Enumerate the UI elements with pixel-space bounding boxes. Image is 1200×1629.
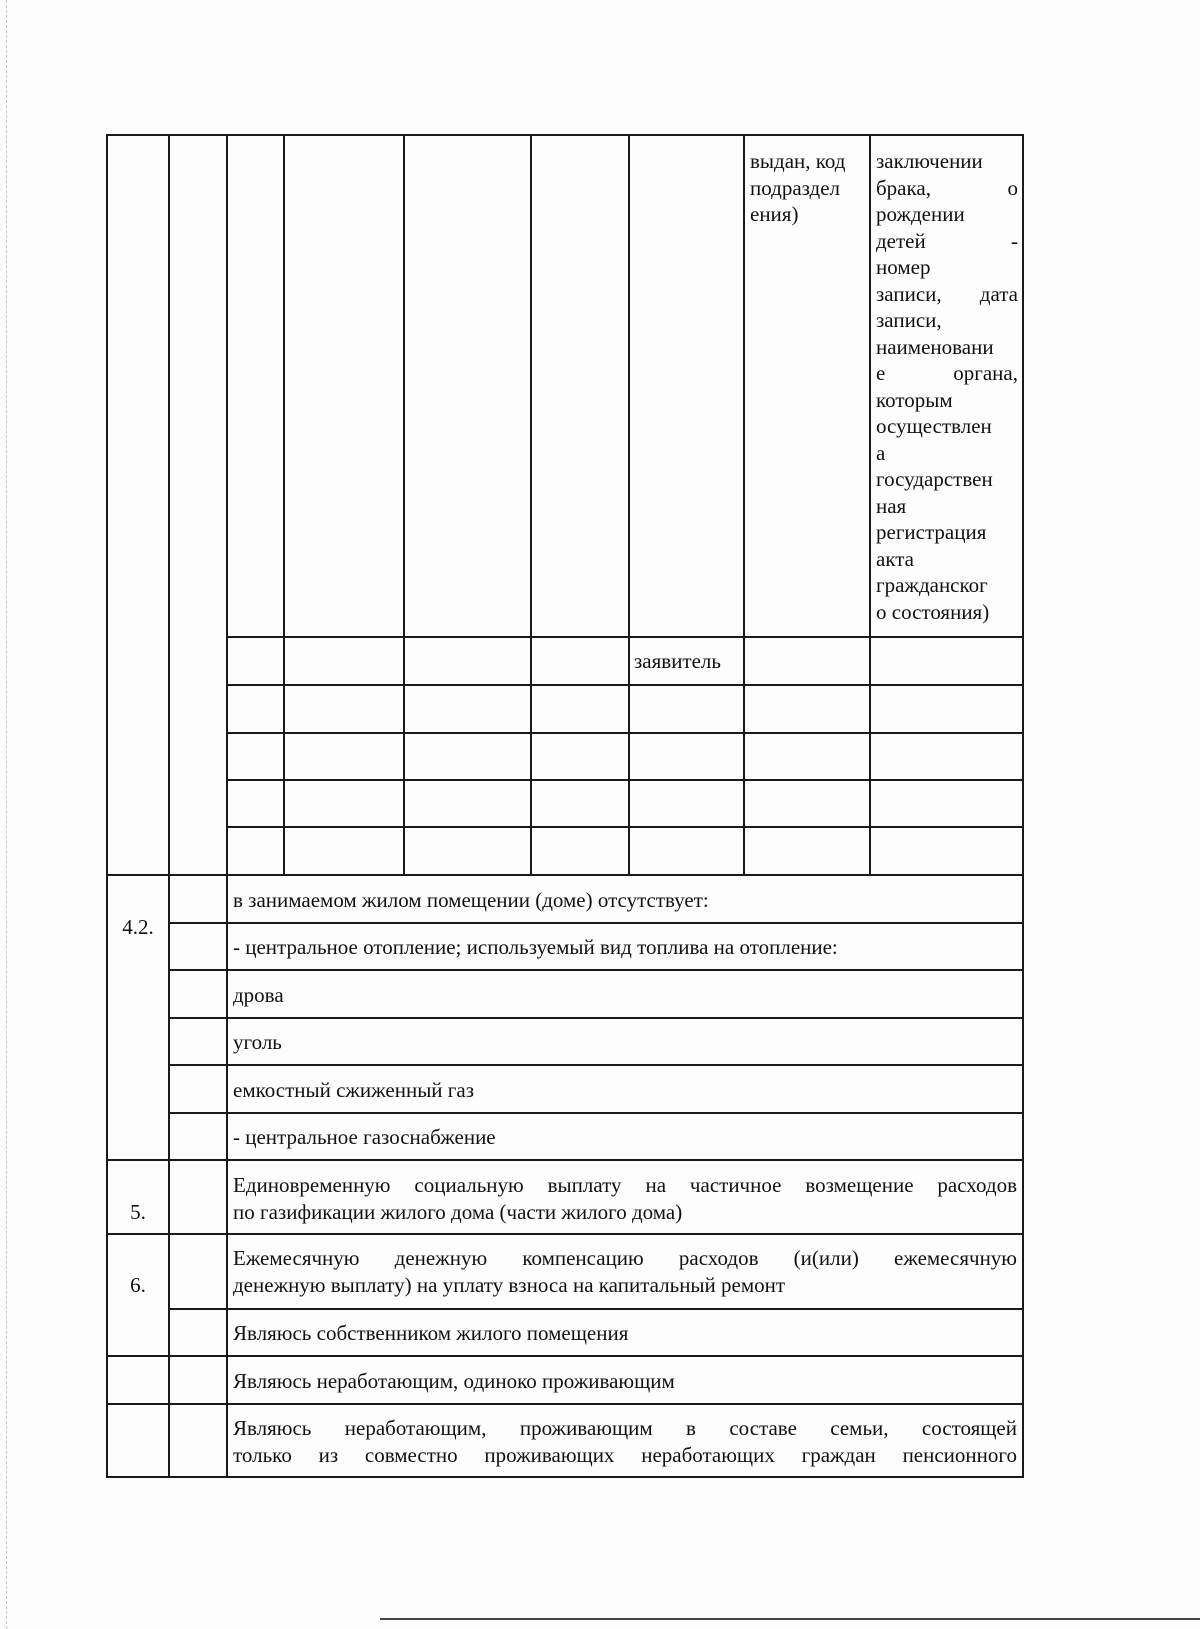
section-number: 5. xyxy=(130,1200,146,1224)
row-label xyxy=(233,1245,1017,1298)
table-border xyxy=(226,732,1024,734)
row-label: Являюсь неработающим, одиноко проживающим xyxy=(233,1369,675,1393)
applicant-label: заявитель xyxy=(634,649,721,673)
text-line: регистрация xyxy=(876,520,987,544)
table-border xyxy=(403,134,405,876)
table-border xyxy=(283,134,285,876)
text-line: е органа, xyxy=(876,361,1018,385)
text-line: Ежемесячную денежную компенсацию расходов (и(или) ежемесячную xyxy=(233,1246,1017,1270)
row-label: уголь xyxy=(233,1030,282,1054)
text-line: государствен xyxy=(876,467,993,491)
table-border xyxy=(106,1403,1024,1405)
text-line: подраздел xyxy=(750,175,841,200)
table-border xyxy=(226,134,228,1478)
text-line: а xyxy=(876,440,886,465)
text-line: ения) xyxy=(750,202,799,226)
table-border xyxy=(168,922,1024,924)
text-line: детей - xyxy=(876,228,1018,253)
text-line: заключении xyxy=(876,149,983,173)
text-line: денежную выплату) на уплату взноса на капитальный ремонт xyxy=(233,1272,786,1297)
table-border xyxy=(1022,134,1024,1478)
text-line: выдан, код xyxy=(750,149,846,173)
table-border xyxy=(168,134,170,1478)
table-border xyxy=(226,826,1024,828)
text-line: Единовременную социальную выплату на частичное возмещение расходов xyxy=(233,1173,1017,1197)
text-line: ная xyxy=(876,493,907,518)
civil-record-text xyxy=(876,148,1018,625)
table-border xyxy=(530,134,532,876)
table-border xyxy=(106,874,1024,876)
text-line: акта xyxy=(876,546,915,571)
scan-edge xyxy=(6,0,7,1629)
row-label: в занимаемом жилом помещении (доме) отсутствует: xyxy=(233,888,709,912)
text-line: брака, о xyxy=(876,175,1018,200)
table-border xyxy=(226,636,1024,638)
table-border xyxy=(168,1017,1024,1019)
section-number: 4.2. xyxy=(122,915,154,939)
text-line: Являюсь неработающим, проживающим в составе семьи, состоящей xyxy=(233,1416,1017,1440)
text-line: о состояния) xyxy=(876,599,990,624)
text-line: осуществлен xyxy=(876,414,992,438)
row-label xyxy=(233,1172,1017,1225)
table-border xyxy=(869,134,871,876)
text-line: записи, дата xyxy=(876,281,1018,306)
issuer-code-text xyxy=(750,148,845,228)
row-label: емкостный сжиженный газ xyxy=(233,1078,475,1102)
table-border xyxy=(226,684,1024,686)
table-border xyxy=(168,1308,1024,1310)
scan-edge xyxy=(380,1618,1200,1620)
section-number: 6. xyxy=(130,1273,146,1297)
table-border xyxy=(628,134,630,876)
text-line: номер xyxy=(876,255,931,279)
text-line: записи, xyxy=(876,308,942,332)
text-line: по газификации жилого дома (части жилого дома) xyxy=(233,1199,683,1224)
row-label: - центральное газоснабжение xyxy=(233,1125,496,1149)
table-border xyxy=(168,1112,1024,1114)
table-border xyxy=(168,969,1024,971)
row-label: Являюсь собственником жилого помещения xyxy=(233,1321,629,1345)
table-border xyxy=(106,1476,1024,1478)
table-border xyxy=(743,134,745,876)
table-border xyxy=(226,779,1024,781)
text-line: только из совместно проживающих неработающих граждан пенсионного xyxy=(233,1442,1017,1467)
text-line: рождении xyxy=(876,202,965,226)
table-border xyxy=(168,1064,1024,1066)
text-line: которым xyxy=(876,387,953,412)
table-border xyxy=(106,1233,1024,1235)
text-line: наименовани xyxy=(876,334,994,359)
table-border xyxy=(106,1355,1024,1357)
text-line: гражданског xyxy=(876,573,988,597)
row-label xyxy=(233,1415,1017,1468)
table-border xyxy=(106,1159,1024,1161)
table-border xyxy=(106,134,1024,136)
row-label: дрова xyxy=(233,983,284,1007)
row-label: - центральное отопление; используемый вид топлива на отопление: xyxy=(233,935,838,959)
